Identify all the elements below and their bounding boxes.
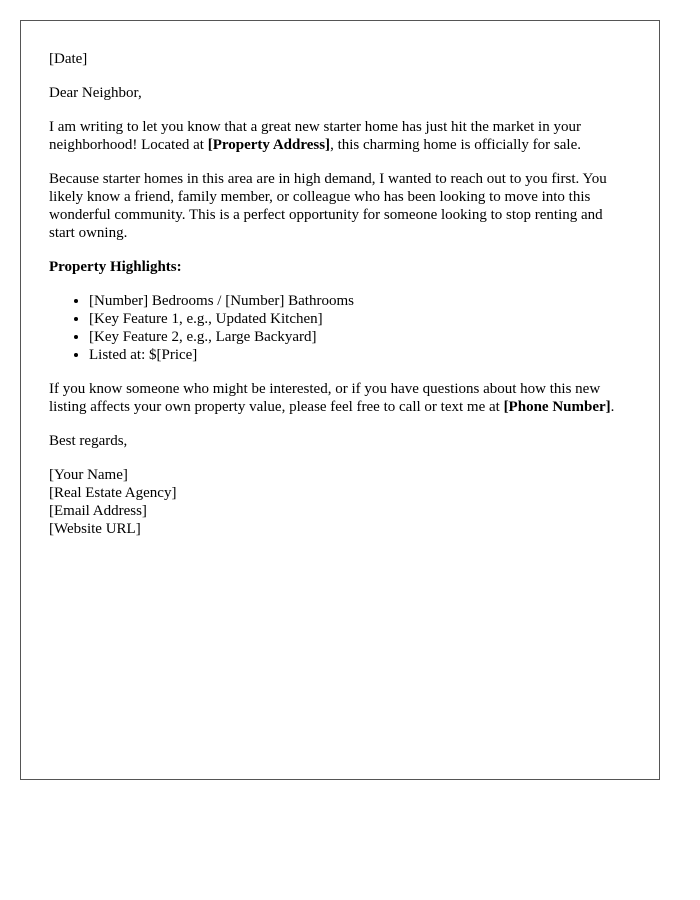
letter-salutation: Dear Neighbor, [49,85,142,101]
phone-number-placeholder: [Phone Number] [503,399,611,415]
letter-page [20,20,660,780]
closing-paragraph [49,380,631,416]
signature-email: [Email Address] [49,503,147,519]
intro-text-before: I am writing to let you know that a great new starter home has just hit the market in your neighborhood! Located at [49,119,581,153]
highlights-heading: Property Highlights: [49,259,182,275]
letter-date: [Date] [49,51,88,67]
signature-name: [Your Name] [49,467,128,483]
signature-block [49,466,631,538]
closing-text-after: . [610,399,615,415]
highlight-item: • [Key Feature 2, e.g., Large Backyard] [89,328,631,346]
intro-paragraph [49,118,631,154]
signoff: Best regards, [49,433,128,449]
highlights-list [49,292,631,364]
property-address-placeholder: [Property Address] [207,137,331,153]
intro-text-after: , this charming home is officially for sale. [330,137,581,153]
closing-text-before: If you know someone who might be interested, or if you have questions about how this new listing affects your own property value, please feel free to call or text me at [49,381,601,415]
highlight-item: • Listed at: $[Price] [89,346,631,364]
body-paragraph: Because starter homes in this area are in high demand, I wanted to reach out to you first. You likely know a friend, family member, or colleague who has been looking to move into this wonderful community. This is a perfect opportunity for someone looking to stop renting and start owning. [49,171,607,241]
highlight-item: • [Key Feature 1, e.g., Updated Kitchen] [89,310,631,328]
highlight-item: • [Number] Bedrooms / [Number] Bathrooms [89,292,631,310]
signature-agency: [Real Estate Agency] [49,485,177,501]
signature-website: [Website URL] [49,521,141,537]
